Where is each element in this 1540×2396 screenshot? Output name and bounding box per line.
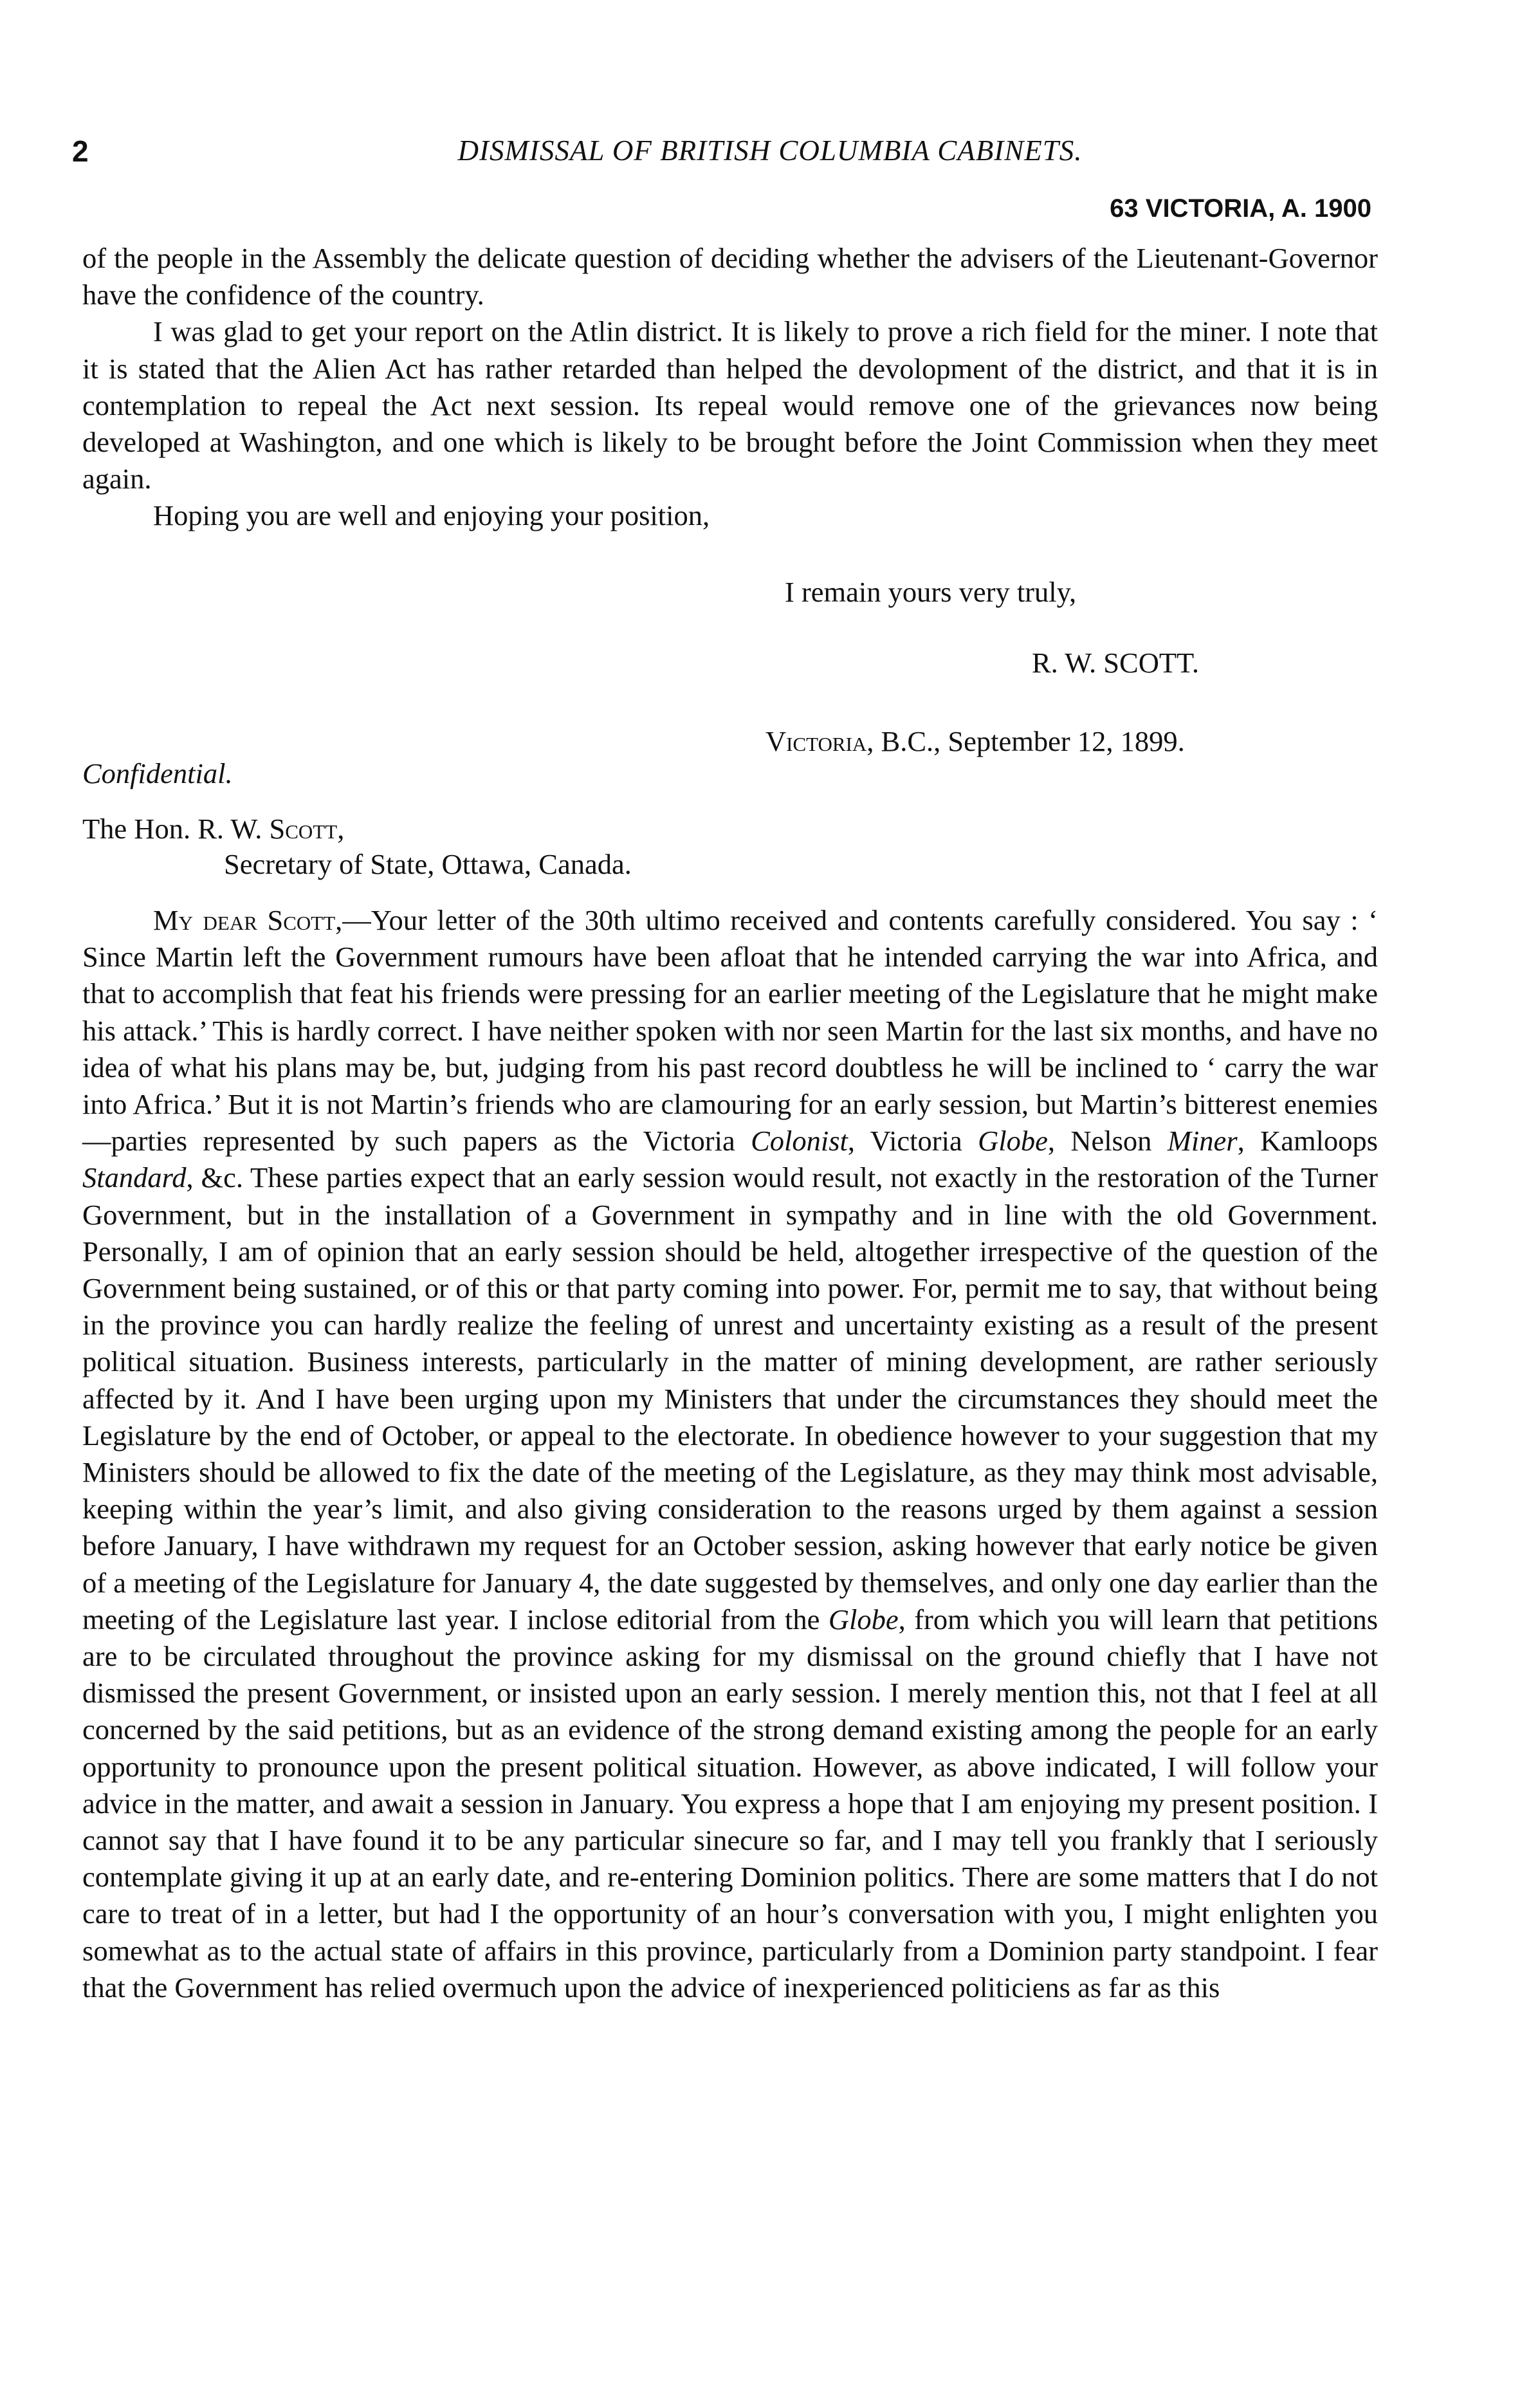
addressee-surname: Scott	[269, 813, 338, 845]
salutation: My dear Scott	[153, 904, 336, 936]
addressee-title: The Hon. R. W.	[82, 813, 270, 845]
dateline-date: , B.C., September 12, 1899.	[866, 725, 1185, 757]
atlin-paragraph: I was glad to get your report on the Atlin district. It is likely to prove a rich field for the miner. I note that it is stated that the Alien Act has rather retarded than helped the devolopment of the district, and that it is in contemplation to repeal the Act next session. Its repeal would remove one of the grievances now being developed at Washington, and one which is likely to be brought before the Joint Commission when they meet again.	[82, 315, 1378, 495]
continuation-paragraph: of the people in the Assembly the delicate question of deciding whether the advisers of the Lieutenant-Governor have the confidence of the country.	[82, 242, 1378, 311]
second-letter-body	[82, 902, 1378, 2006]
addressee-comma: ,	[337, 813, 345, 845]
letter-body-paragraph	[82, 902, 1378, 2006]
body-text: , &c. These parties expect that an early session would result, not exactly in the restoration of the Turner Government, but in the installation of a Government in sympathy and in line with the old Government. Personally, I am of opinion that an early session should be held, altogether irrespective of the question of the Government being sustained, or of this or that party coming into power. For, permit me to say, that without being in the province you can hardly realize the feeling of unrest and uncertainty existing as a result of the present political situation. Business interests, particularly in the matter of mining development, are rather seriously affected by it. And I have been urging upon my Ministers that under the circumstances they should meet the Legislature by the end of October, or appeal to the electorate. In obedience however to your suggestion that my Ministers should be allowed to fix the date of the meeting of the Legislature, as they may think most advisable, keeping within the year’s limit, and also giving consideration to the reasons urged by them against a session before January, I have withdrawn my request for an October session, asking however that early notice be given of a meeting of the Legislature for January 4, the date suggested by themselves, and only one day earlier than the meeting of the Legislature last year. I inclose editorial from the	[82, 1161, 1378, 1636]
body-text: , from which you will learn that petitions are to be circulated throughout the province asking for my dismissal on the ground chiefly that I have not dismissed the present Government, or insisted upon an early session. I merely mention this, not that I feel at all concerned by the said petitions, but as an evidence of the strong demand existing among the people for an early opportunity to pronounce upon the present political situation. However, as above indicated, I will follow your advice in the matter, and await a session in January. You express a hope that I am enjoying my present position. I cannot say that I have found it to be any particular sinecure so far, and I may tell you frankly that I seriously contemplate giving it up at an early date, and re-entering Dominion politics. There are some matters that I do not care to treat of in a letter, but had I the opportunity of an hour’s conversation with you, I might enlighten you somewhat as to the actual state of affairs in this province, particularly from a Dominion party standpoint. I fear that the Government has relied overmuch upon the advice of inexperienced politiciens as far as this	[82, 1603, 1379, 2004]
page-number: 2	[72, 134, 89, 168]
first-letter-body	[82, 240, 1378, 535]
session-label: 63 VICTORIA, A. 1900	[1110, 194, 1371, 223]
body-text: , Nelson	[1047, 1125, 1168, 1157]
newspaper-title: Globe	[828, 1603, 899, 1636]
confidential-label: Confidential.	[82, 757, 233, 789]
valediction-paragraph: Hoping you are well and enjoying your position,	[153, 499, 710, 532]
newspaper-title: Colonist	[751, 1125, 848, 1157]
running-title: DISMISSAL OF BRITISH COLUMBIA CABINETS.	[457, 134, 1083, 167]
body-text: ,—Your letter of the 30th ultimo received and contents carefully considered. You say : ‘ Since Martin left the Government rumours have been afloat that he intended carrying the war into Africa, and that to accomplish that feat his friends were pressing for an earlier meeting of the Legislature that he might make his attack.’ This is hardly correct. I have neither spoken with nor seen Martin for the last six months, and have no idea of what his plans may be, but, judging from his past record doubtless he will be inclined to ‘ carry the war into Africa.’ But it is not Martin’s friends who are clamouring for an early session, but Martin’s bitterest enemies—parties represented by such papers as the Victoria	[82, 904, 1378, 1157]
addressee-name	[82, 812, 344, 845]
signature: R. W. SCOTT.	[1032, 647, 1200, 679]
dateline	[765, 724, 1185, 758]
dateline-place: Victoria	[765, 725, 867, 757]
newspaper-title: Globe	[978, 1125, 1048, 1157]
body-text: , Kamloops	[1237, 1125, 1379, 1157]
body-text: , Victoria	[847, 1125, 978, 1157]
newspaper-title: Standard	[82, 1161, 187, 1194]
newspaper-title: Miner	[1167, 1125, 1238, 1157]
complimentary-close: I remain yours very truly,	[785, 576, 1077, 608]
addressee-office: Secretary of State, Ottawa, Canada.	[224, 848, 632, 880]
